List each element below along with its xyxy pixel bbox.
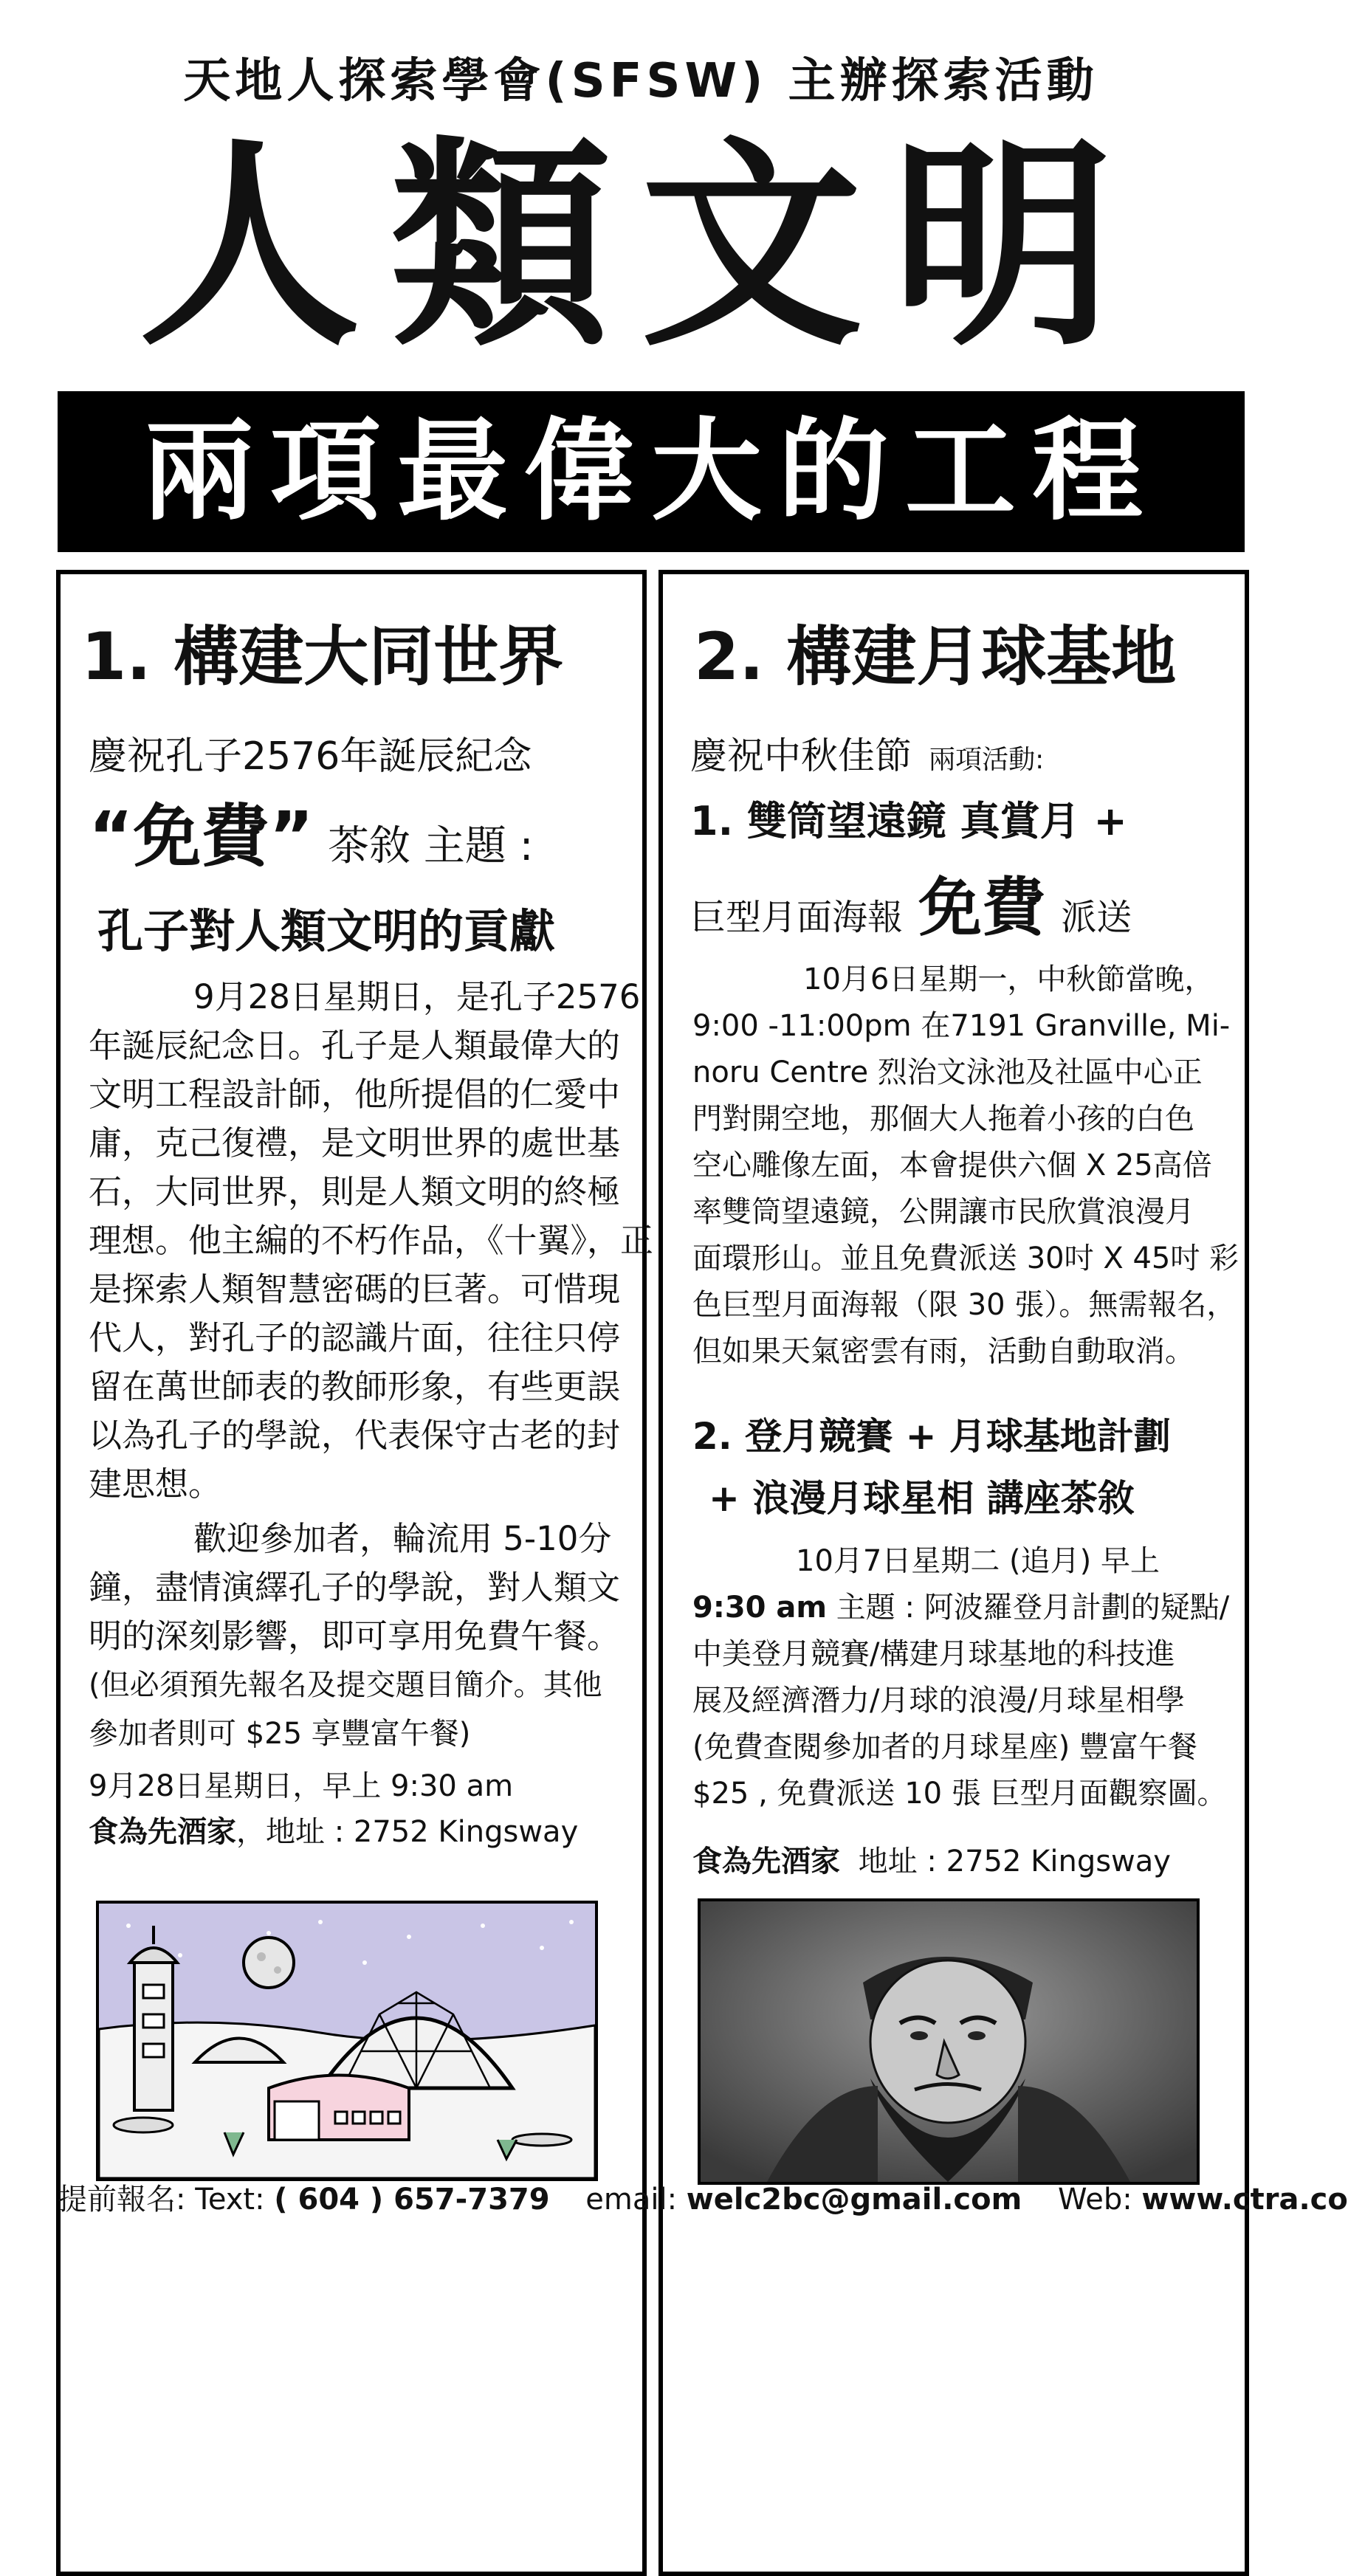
poster-prefix: 巨型月面海報 <box>690 897 904 938</box>
p1-line: 建思想。 <box>89 1464 222 1504</box>
organizer-line: 天地人探索學會(SFSW) 主辦探索活動 <box>183 54 1098 109</box>
left-date-time: 9月28日星期日，早上 9:30 am <box>89 1769 514 1803</box>
activities-count: 兩項活動: <box>929 745 1045 775</box>
right-venue-address: 地址 : 2752 Kingsway <box>858 1845 1171 1878</box>
p1-line: 9月28日星期日，是孔子2576 <box>193 977 641 1016</box>
p1-line: 代人，對孔子的認識片面，往往只停 <box>89 1318 621 1357</box>
item1-line: 門對開空地，那個大人拖着小孩的白色 <box>692 1102 1194 1136</box>
item2-time-line <box>692 1585 1229 1631</box>
item1-line: 9:00 -11:00pm 在7191 Granville, Mi- <box>692 1009 1231 1043</box>
p2-line: (但必須預先報名及提交題目簡介。其他 <box>89 1668 602 1702</box>
item2-title-line2: + 浪漫月球星相 講座茶敘 <box>709 1477 1135 1520</box>
item1-line: 率雙筒望遠鏡，公開讓市民欣賞浪漫月 <box>692 1195 1194 1229</box>
poster-free: 免費 <box>918 871 1046 945</box>
item2-line: 中美登月競賽/構建月球基地的科技進 <box>692 1637 1175 1671</box>
left-paragraph-2 <box>89 1515 620 1758</box>
right-venue <box>692 1838 1171 1880</box>
register-label: 提前報名: <box>58 2183 186 2217</box>
confucius-portrait <box>698 1898 1200 2185</box>
web-label: Web: <box>1058 2183 1142 2217</box>
left-venue <box>89 1808 578 1850</box>
item2-text <box>692 1538 1229 1817</box>
p2-line: 歡迎參加者，輪流用 5-10分 <box>193 1519 612 1558</box>
item1-line: 色巨型月面海報（限 30 張）。無需報名， <box>692 1288 1237 1322</box>
item2-line: 展及經濟潛力/月球的浪漫/月球星相學 <box>692 1684 1185 1718</box>
email-link[interactable]: welc2bc@gmail.com <box>686 2183 1022 2217</box>
poster-suffix: 派送 <box>1061 897 1132 938</box>
item2-title-line1: 2. 登月競賽 + 月球基地計劃 <box>692 1415 1171 1458</box>
text-label: Text: <box>195 2183 275 2217</box>
tea-topic: 茶敘 主題 : <box>328 822 534 870</box>
p1-line: 以為孔子的學說，代表保守古老的封 <box>89 1416 621 1455</box>
p1-line: 文明工程設計師，他所提倡的仁愛中 <box>89 1075 621 1114</box>
item1-line: 10月6日星期一，中秋節當晚， <box>803 962 1214 996</box>
left-theme: 孔子對人類文明的貢獻 <box>97 904 556 958</box>
right-heading: 2. 構建月球基地 <box>694 619 1177 695</box>
left-subtitle: 慶祝孔子2576年誕辰紀念 <box>89 734 532 779</box>
phone-number[interactable]: ( 604 ) 657-7379 <box>274 2183 550 2217</box>
p2-line: 鐘，盡情演繹孔子的學說，對人類文 <box>89 1568 621 1607</box>
web-link[interactable]: www.ctra.co <box>1141 2183 1348 2217</box>
free-quote: “免費” <box>89 797 314 876</box>
p1-line: 石，大同世界，則是人類文明的終極 <box>89 1172 621 1211</box>
free-tea-line <box>89 782 534 880</box>
moon-base-illustration <box>96 1901 598 2181</box>
footer-contact <box>58 2176 1348 2218</box>
item2-date: 10月7日星期二 (追月) 早上 <box>796 1544 1160 1578</box>
portrait-svg <box>701 1901 1197 2182</box>
main-title: 人類文明 <box>139 118 1143 376</box>
p1-line: 是探索人類智慧密碼的巨著。可惜現 <box>89 1270 621 1309</box>
right-subtitle: 慶祝中秋佳節 <box>690 734 912 777</box>
item2-line: $25 , 免費派送 10 張 巨型月面觀察圖。 <box>692 1777 1227 1811</box>
item1-line: 面環形山。並且免費派送 30吋 X 45吋 彩 <box>692 1241 1239 1275</box>
left-paragraph-1 <box>89 973 653 1509</box>
left-heading: 1. 構建大同世界 <box>81 619 564 695</box>
p1-line: 留在萬世師表的教師形象，有些更誤 <box>89 1367 621 1406</box>
p2-line: 參加者則可 $25 享豐富午餐) <box>89 1717 471 1751</box>
p1-line: 年誕辰紀念日。孔子是人類最偉大的 <box>89 1026 621 1065</box>
banner-subtitle: 兩項最偉大的工程 <box>58 391 1245 552</box>
item1-text <box>692 957 1239 1375</box>
moon-base-svg <box>99 1904 595 2178</box>
right-subtitle-line <box>690 726 1044 779</box>
left-venue-name: 食為先酒家 <box>89 1815 236 1849</box>
item2-topic-start: 主題 : 阿波羅登月計劃的疑點/ <box>827 1591 1230 1625</box>
item2-time: 9:30 am <box>692 1591 828 1625</box>
p1-line: 理想。他主編的不朽作品，《十翼》，正 <box>89 1221 654 1260</box>
item1-line: 但如果天氣密雲有雨，活動自動取消。 <box>692 1335 1194 1368</box>
poster-line <box>690 856 1132 948</box>
p2-line: 明的深刻影響，即可享用免費午餐。 <box>89 1616 621 1656</box>
left-venue-address: ，地址 : 2752 Kingsway <box>236 1815 579 1849</box>
email-label: email: <box>585 2183 687 2217</box>
item1-line: noru Centre 烈治文泳池及社區中心正 <box>692 1055 1203 1089</box>
p1-line: 庸，克己復禮，是文明世界的處世基 <box>89 1123 621 1163</box>
item1-title: 1. 雙筒望遠鏡 真賞月 + <box>690 798 1127 844</box>
item2-line: (免費查閱參加者的月球星座) 豐富午餐 <box>692 1730 1197 1764</box>
right-venue-name: 食為先酒家 <box>692 1845 840 1878</box>
item1-line: 空心雕像左面，本會提供六個 X 25高倍 <box>692 1148 1212 1182</box>
